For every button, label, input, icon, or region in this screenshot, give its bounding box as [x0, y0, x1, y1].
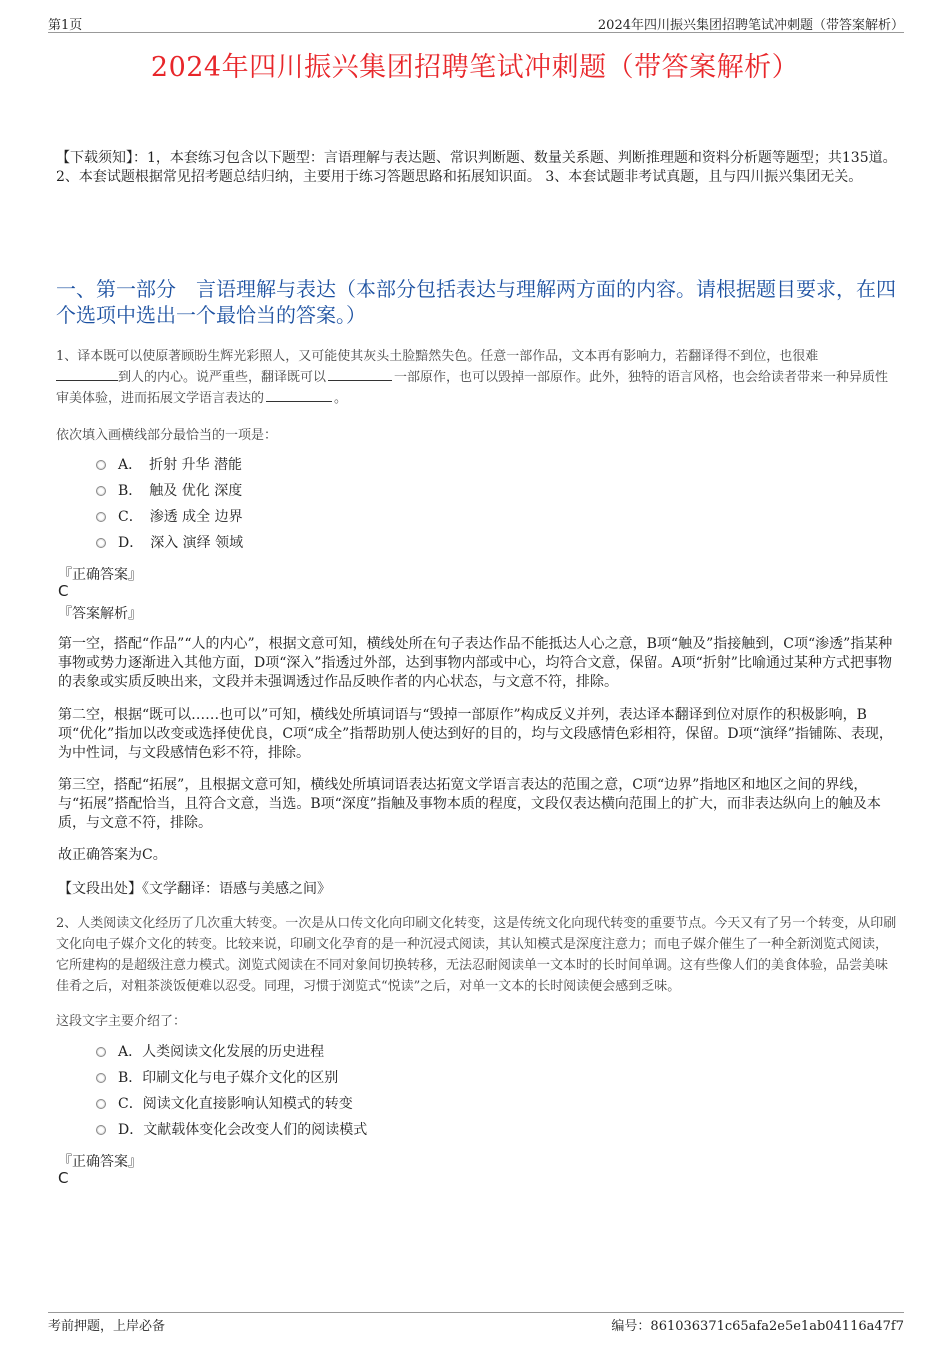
- analysis-paragraph-2: 第二空，根据“既可以……也可以”可知，横线处所填词语与“毁掉一部原作”构成反义并列，表达译本翻译到位对原作的积极影响，B项“优化”指加以改变或选择使优良，C项“成全”指帮助别人使达到好的目的，均与文段感情色彩相符，保留。D项“演绎”指铺陈、表现，为中性词，与文段感情色彩不符，排除。: [58, 707, 893, 761]
- question-1-text: [56, 346, 898, 409]
- radio-icon[interactable]: [96, 1073, 106, 1083]
- option-label: B．印刷文化与电子媒介文化的区别: [118, 1070, 339, 1086]
- option-label: C． 渗透 成全 边界: [118, 509, 243, 525]
- answer-label: 『正确答案』: [58, 567, 142, 583]
- option-a[interactable]: [96, 452, 243, 478]
- analysis-paragraph-1: 第一空，搭配“作品”“人的内心”，根据文意可知，横线处所在句子表达作品不能抵达人心之意，B项“触及”指接触到，C项“渗透”指某种事物或势力逐渐进入其他方面，D项“深入”指透过外部，达到事物内部或中心，均符合文意，保留。A项“折射”比喻通过某种方式把事物的表象或实质反映出来，文段并未强调透过作品反映作者的内心状态，与文意不符，排除。: [58, 636, 893, 690]
- question-2-text: 2、人类阅读文化经历了几次重大转变。一次是从口传文化向印刷文化转变，这是传统文化向现代转变的重要节点。今天又有了另一个转变，从印刷文化向电子媒介文化的转变。比较来说，印刷文化孕育的是一种沉浸式阅读，其认知模式是深度注意力；而电子媒介催生了一种全新浏览式阅读，它所建构的是超级注意力模式。浏览式阅读在不同对象间切换转移，无法忍耐阅读单一文本时的长时间单调。这有些像人们的美食体验，品尝美味佳肴之后，对粗茶淡饭便难以忍受。同理，习惯于浏览式“悦读”之后，对单一文本的长时阅读便会感到乏味。: [56, 916, 897, 994]
- option-label: B． 触及 优化 深度: [118, 483, 243, 499]
- blank-1: [56, 367, 118, 381]
- document-title: 2024年四川振兴集团招聘笔试冲刺题（带答案解析）: [150, 52, 800, 83]
- footer-code: 编号：861036371c65afa2e5e1ab04116a47f7: [611, 1319, 904, 1334]
- radio-icon[interactable]: [96, 512, 106, 522]
- radio-icon[interactable]: [96, 486, 106, 496]
- section-heading: 一、第一部分 言语理解与表达（本部分包括表达与理解两方面的内容。请根据题目要求，在四个选项中选出一个最恰当的答案。）: [56, 277, 896, 327]
- option-label: A． 折射 升华 潜能: [118, 457, 243, 473]
- page-footer: [48, 1312, 904, 1333]
- blank-2: [328, 367, 392, 381]
- header-doc-title: 2024年四川振兴集团招聘笔试冲刺题（带答案解析）: [597, 18, 904, 33]
- option-a[interactable]: [96, 1039, 367, 1065]
- page-number: 第1页: [48, 18, 83, 33]
- question-2-options: [96, 1039, 367, 1143]
- radio-icon[interactable]: [96, 460, 106, 470]
- q1-text-part: 一部原作，也可以毁掉一部原作。此外，独特的语言风格，也会给读者带来一种异质性审美体验，进而拓展文学语言表达的: [56, 370, 889, 406]
- answer-value: C: [58, 582, 69, 600]
- radio-icon[interactable]: [96, 538, 106, 548]
- question-1-prompt: 依次填入画横线部分最恰当的一项是：: [56, 428, 278, 443]
- q1-text-part: 1、译本既可以使原著顾盼生辉光彩照人，又可能使其灰头土脸黯然失色。任意一部作品，文本再有影响力，若翻译得不到位，也很难: [56, 349, 819, 364]
- radio-icon[interactable]: [96, 1047, 106, 1057]
- analysis-paragraph-3: 第三空，搭配“拓展”，且根据文意可知，横线处所填词语表达拓宽文学语言表达的范围之意，C项“边界”指地区和地区之间的界线，与“拓展”搭配恰当，且符合文意，当选。B项“深度”指触及事物本质的程度，文段仅表达横向范围上的扩大，而非表达纵向上的触及本质，与文意不符，排除。: [58, 777, 881, 831]
- option-label: A．人类阅读文化发展的历史进程: [118, 1044, 325, 1060]
- option-label: D．文献载体变化会改变人们的阅读模式: [118, 1122, 368, 1138]
- option-b[interactable]: [96, 478, 243, 504]
- question-2-prompt: 这段文字主要介绍了：: [56, 1014, 187, 1029]
- option-label: C．阅读文化直接影响认知模式的转变: [118, 1096, 353, 1112]
- analysis-conclusion: 故正确答案为C。: [58, 847, 167, 863]
- source-citation: 【文段出处】《文学翻译：语感与美感之间》: [58, 881, 331, 897]
- footer-slogan: 考前押题，上岸必备: [48, 1319, 166, 1334]
- blank-3: [266, 388, 332, 402]
- analysis-label: 『答案解析』: [58, 606, 142, 622]
- question-1-options: [96, 452, 243, 556]
- page-header: [48, 12, 904, 33]
- q1-text-part: 。: [334, 391, 348, 406]
- answer-label: 『正确答案』: [58, 1154, 142, 1170]
- radio-icon[interactable]: [96, 1099, 106, 1109]
- option-label: D． 深入 演绎 领域: [118, 535, 244, 551]
- option-c[interactable]: [96, 504, 243, 530]
- radio-icon[interactable]: [96, 1125, 106, 1135]
- option-d[interactable]: [96, 530, 243, 556]
- answer-value: C: [58, 1169, 69, 1187]
- download-notice: 【下载须知】：1，本套练习包含以下题型：言语理解与表达题、常识判断题、数量关系题、判断推理题和资料分析题等题型；共135道。 2、本套试题根据常见招考题总结归纳，主要用于练习答题思路和拓展知识面。 3、本套试题非考试真题，且与四川振兴集团无关。: [56, 150, 897, 185]
- option-d[interactable]: [96, 1117, 367, 1143]
- q1-text-part: 到人的内心。说严重些，翻译既可以: [118, 370, 327, 385]
- option-c[interactable]: [96, 1091, 367, 1117]
- option-b[interactable]: [96, 1065, 367, 1091]
